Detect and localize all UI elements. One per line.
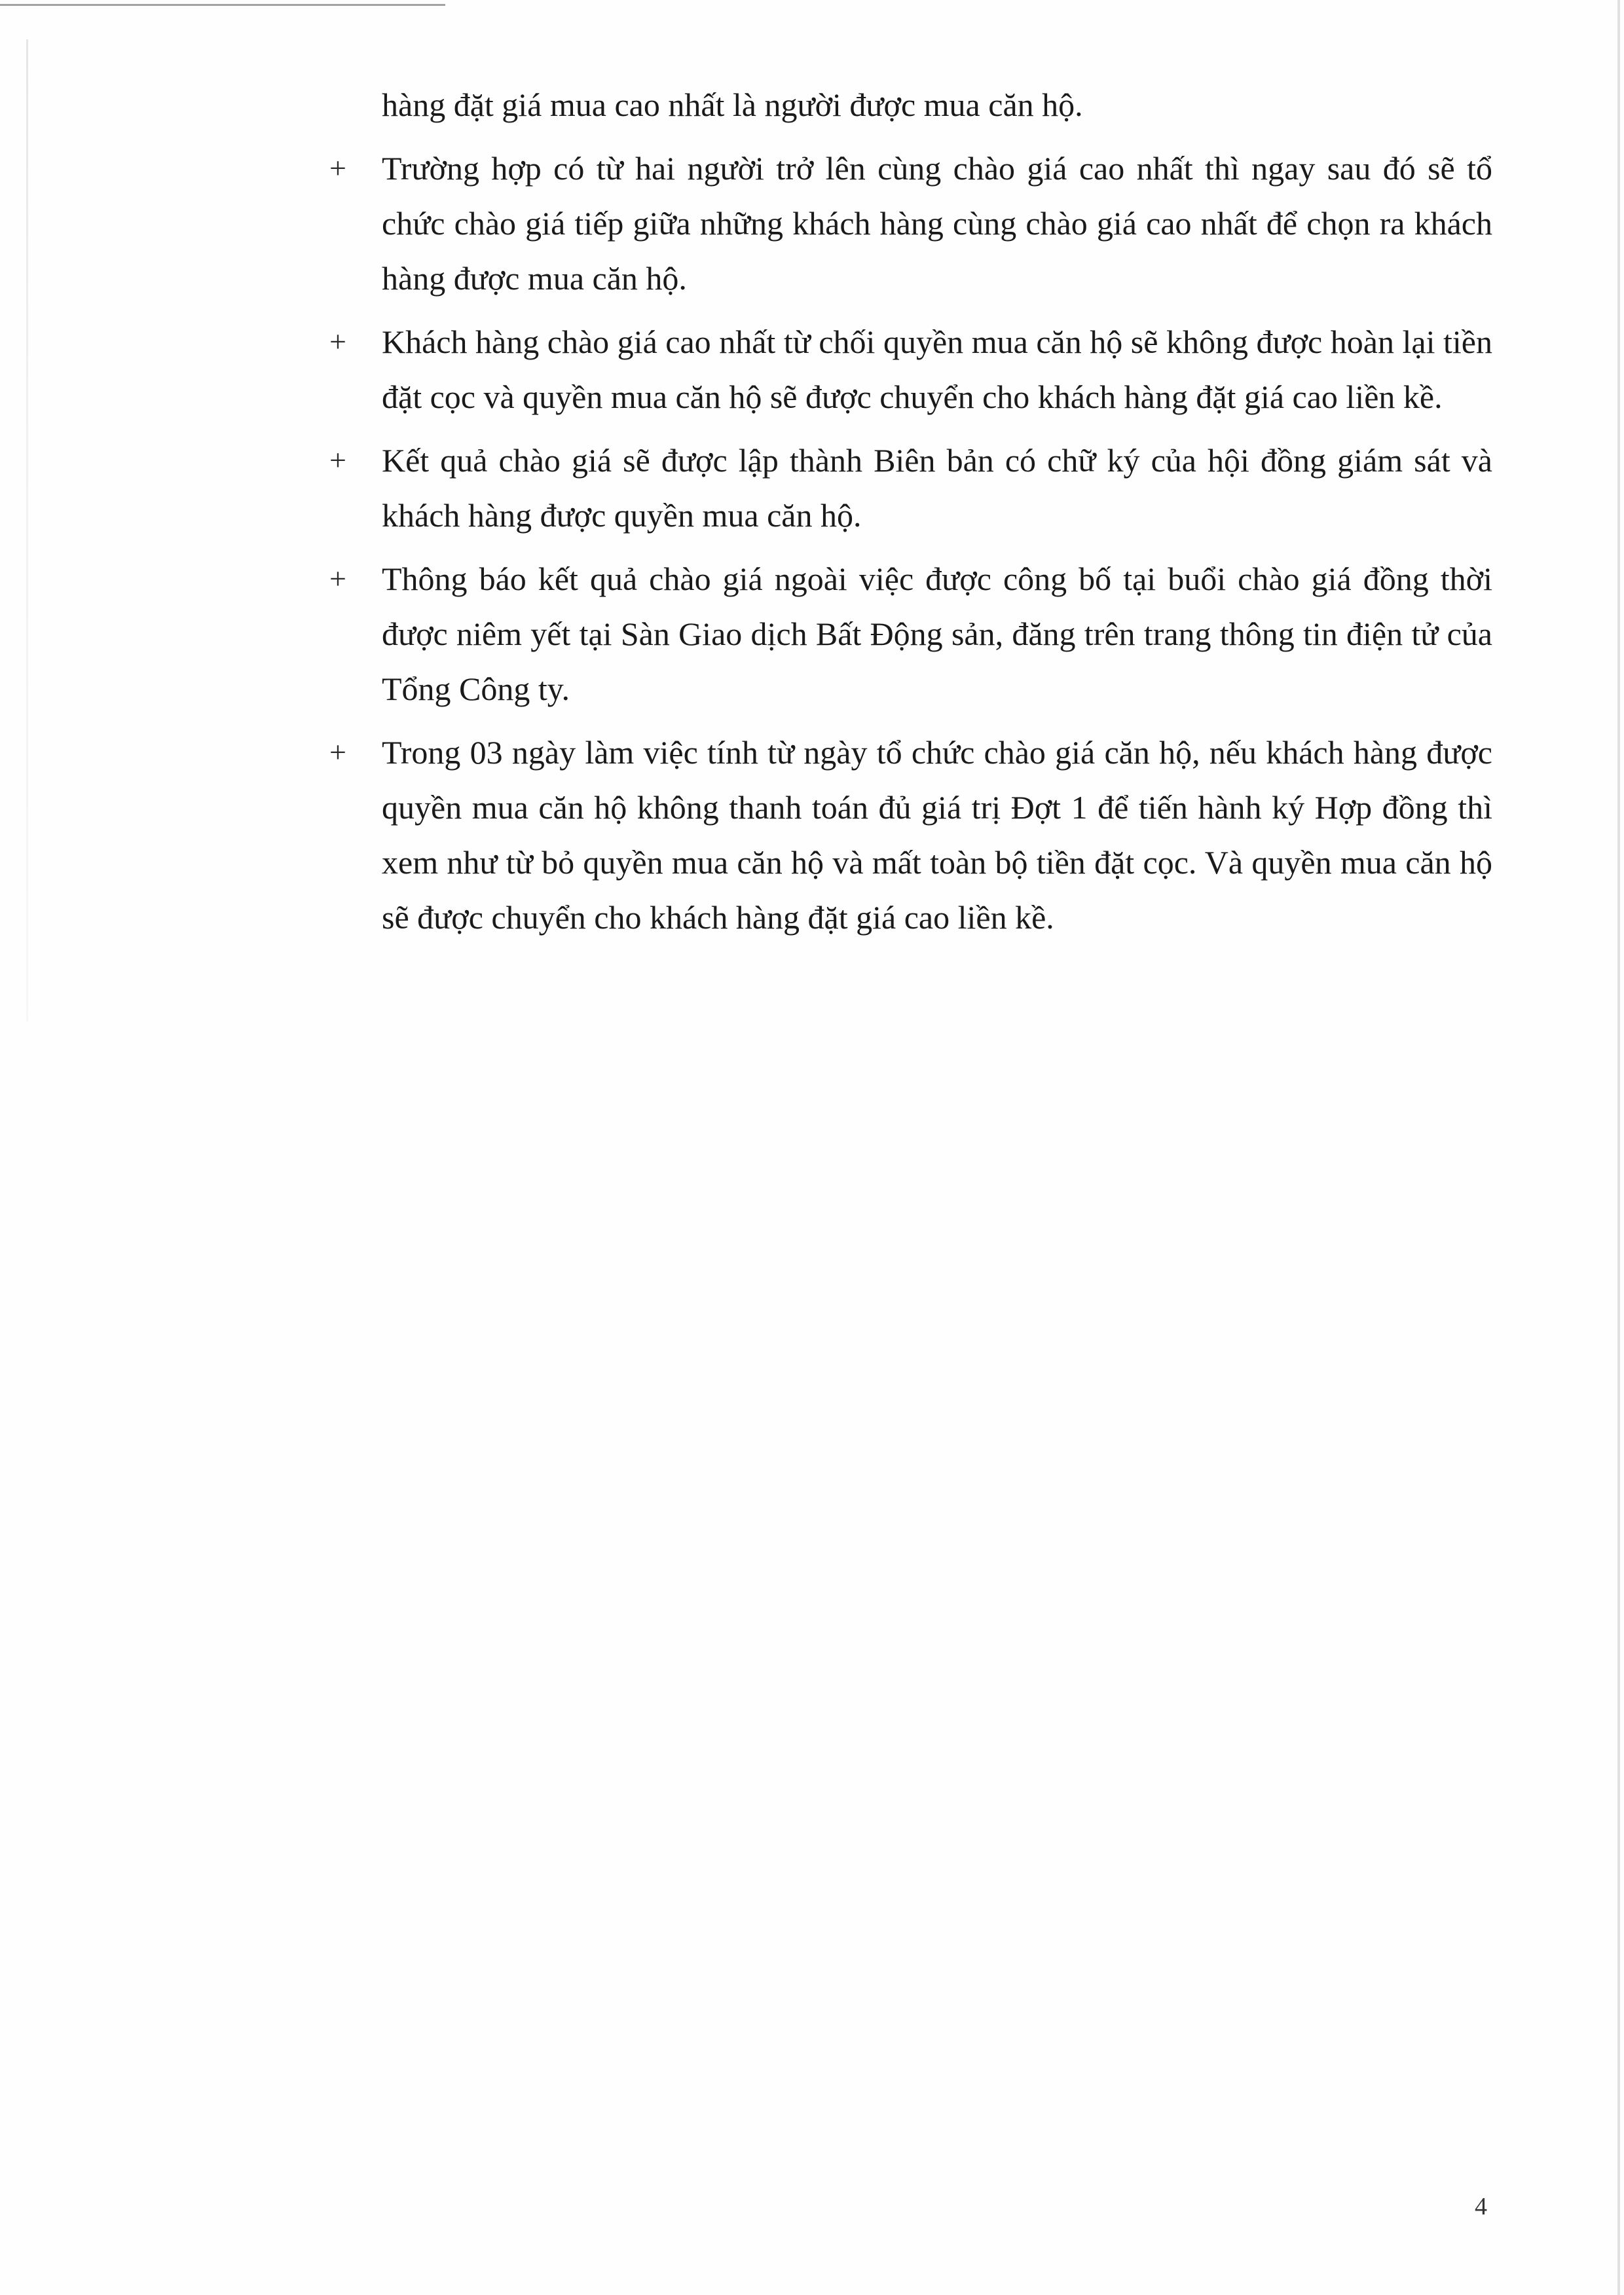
page-number: 4	[1475, 2193, 1487, 2220]
plus-bullet-icon: +	[329, 325, 346, 358]
plus-bullet-icon: +	[329, 151, 346, 185]
list-item-text: Thông báo kết quả chào giá ngoài việc được công bố tại buổi chào giá đồng thời được niêm yết tại Sàn Giao dịch Bất Động sản, đăng trên trang thông tin điện tử của Tổng Công ty.	[382, 560, 1492, 707]
list-item-text: Trong 03 ngày làm việc tính từ ngày tổ chức chào giá căn hộ, nếu khách hàng được quyền mua căn hộ không thanh toán đủ giá trị Đợt 1 để tiến hành ký Hợp đồng thì xem như từ bỏ quyền mua căn hộ và mất toàn bộ tiền đặt cọc. Và quyền mua căn hộ sẽ được chuyển cho khách hàng đặt giá cao liền kề.	[382, 734, 1492, 936]
list-item	[329, 314, 1492, 424]
scan-artifact-top-line	[0, 4, 445, 6]
plus-bullet-icon: +	[329, 735, 346, 769]
document-body	[329, 77, 1492, 945]
plus-bullet-icon: +	[329, 562, 346, 595]
scan-artifact-right-edge	[1617, 0, 1620, 2295]
list-item-text: Kết quả chào giá sẽ được lập thành Biên bản có chữ ký của hội đồng giám sát và khách hàng được quyền mua căn hộ.	[382, 442, 1492, 534]
plus-bullet-icon: +	[329, 443, 346, 477]
list-item	[329, 551, 1492, 716]
list-item-text: Trường hợp có từ hai người trở lên cùng chào giá cao nhất thì ngay sau đó sẽ tổ chức chào giá tiếp giữa những khách hàng cùng chào giá cao nhất để chọn ra khách hàng được mua căn hộ.	[382, 150, 1492, 297]
list-item	[329, 725, 1492, 945]
scan-artifact-left-edge	[26, 39, 28, 1021]
list-item-text: Khách hàng chào giá cao nhất từ chối quyền mua căn hộ sẽ không được hoàn lại tiền đặt cọc và quyền mua căn hộ sẽ được chuyển cho khách hàng đặt giá cao liền kề.	[382, 323, 1492, 415]
list-item	[329, 433, 1492, 543]
continued-paragraph-line: hàng đặt giá mua cao nhất là người được mua căn hộ.	[382, 86, 1083, 123]
list-item	[329, 141, 1492, 306]
